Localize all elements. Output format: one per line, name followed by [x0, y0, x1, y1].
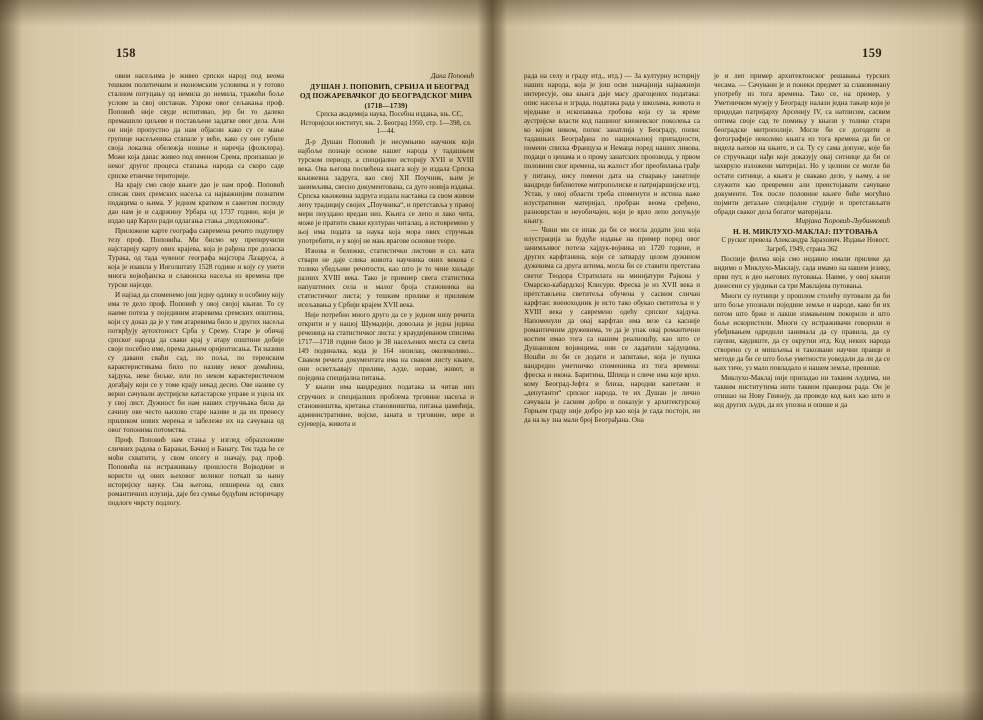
paragraph: — Чини ми се ипак да би се могла додати још која илустрација за будуће издање на пример поред овог занимљивог потеза хајдук-војника из 1720 године, и других карфтанина, који се затварду целом дужином дужевима са друга штима, могла би се ставити претстава светог Теодора Стратилата на минијатури Рајкова у Омарско-кабардској Клисури. Фреска је из XVII века и претстављена светитеља обучена у сасвим сличан карфтан: военоходник је исто тако обукао светитеља и у XVIII века у савремено одећу српског хајдука. Напоменули да овај карфтан има везе са касније романтичним дружевима, те да је упак овај романтични костим имао тога са нашим реалношћу, као што се Душановом војницима, они се ладатили хајдуцима, Ношћи ло би се додати и запитање, која је пушка вандредно уметничко спомениика из тога времена: фреска и икона. Баритина, Шпица и сличе има које врхо. кому Београд-Јефта и близа, народни капетани и „депутанти“ српског народа, те их Душан је лично сачувала је сасвим добро и показује у архитектурској Горњем граду није добро јер као која је сада постоји, ни да на њу зна мали број Београђана. Она	[524, 226, 700, 425]
left-edge-shadow	[0, 0, 22, 720]
paragraph: Д-р Душан Поповић је несумњиво научник који најбоље познаје основе нашег народа у тадашњем турском периоду, а специјално историју XVII и XVIII века. Ова његова посвећена књига коју је издала Српска књижевна задруга, као свој XII Поучник, њим је занимљива, свесно документована, са дуго новија издања. Српска књижевна задруга издала наставка са свом живом лепу традицију својих „Поучника“, и претставља у правој мери поуздано вредан низ. Књига се лепо и лако чита, може је пратити сваки културан читалац, а истовремено у њој има подата за наука која мора ових стручњак употребити, и у којој не мањ врагове основне теоре.	[298, 137, 474, 246]
left-page	[100, 0, 480, 720]
article-title: ДУШАН Ј. ПОПОВИЋ, СРБИЈА И БЕОГРАД ОД ПОЖАРЕВАЧКОГ ДО БЕОГРАДСКОГ МИРА (1718—1739)	[299, 81, 473, 110]
paragraph: Приложене карте географа савремена речито подупиру тезу проф. Поповића. Ми бисмо му препоручили најстарију карту ових крајева, која је рађена пре доласка Турака, од тада чувеног географа мајстора Лазаруса, а која је изашла у Инголштату 1528 године и коју су унети многа војвођанска и славонска насеља из времена пре турске најезде.	[108, 226, 284, 290]
article-title: Н. Н. МИКЛУХО-МАКЛАЈ: ПУТОВАЊА	[733, 226, 878, 236]
paragraph: Изнова и бележке, статистички листови и сл. ката ствари не даје слика живота научника оних векова с толико убедљиве речитости, као што је то чине хиљаде разних XVIII века. Тако је примиер свега статистика напуштених села и малог броја становника на статистичког листа; у тешким прилике и приликом исељавања у Србији крајем XVII века.	[298, 246, 474, 310]
paragraph: рада на селу и граду итд., итд.) — За културну историју наших народа, која је још осве значајнија најважнији интересује, ова књига даје масу драгоцених података: опис насеља и зграда, података рада у школама, живота и иједнаке и ископавања гробова која су за време аустријске власти код пашиног кнежевског поколења са ко којом ником, попис занатлија у Београду, попис тадашњих Београђана по националној припадности, помени списка Француза и Немаца поред наших ликова, подаци о ценама и о прому занатских производа, у првом половини свог времена, на жалост због преобилања грађе у питању, нису помени дата на стварању занатлије вандреде библиотеке митрополиске и патријаршијске итд. Устав, у овој области треба споменути и истина важе илустративни материјал, пробран веома сређено, разноврстан и неуобичајен, који је врло лепо допуњује књигу.	[524, 72, 700, 225]
page-number-right: 159	[862, 46, 882, 60]
paragraph: овим насељима је живео српски народ под веома тешким политичким и економским условима и у готово сталном потуцању од немила до немила, тражећи боље услове за свој опстанак. Узроке овог сељакања проф. Поповић није свуде испитивао, јер би то далеко премашило циљеве и постављене задатке овог дела. Али он није пропустио да нам објасни како су се мање групице насељеника стапале у веће, како су оне губиле своја локална обележја ношње и наречја (фолклора). Може која данас живео под именом Срема, произашао је неког другог процеса стапања народа са скоро саде српске етничке територије.	[108, 72, 284, 180]
article-signature: Дака Поповић	[430, 72, 474, 80]
paragraph: У књизи има вандредних података за читав низ стручних и специјалних проблема трговине насеља и становништва, кретања становништва, питања џамићија, административне, војске, заната и трговине, вере и сујеверја, живота и	[298, 383, 474, 428]
left-column-1	[108, 72, 284, 662]
left-column-2	[298, 72, 474, 662]
paragraph: Многи су путници у прошлом столећу путовали да би што боље упознали поједине земље и народе, како би их потом што брже и лакше измањеним покорили и што боље искористили. Многи су истраживачи говорили и убеђивањем одредили занимала да су правила, да су гаупни, каудиште, да су окрутни итд. Код неких народа створено су и мишљења и такозвани научни правци и методе да би се што боље уметности уоведали да ли да се њих тиче, уз мало повладало и нашем земље, превише.	[714, 291, 890, 373]
paragraph: Није потребно много друго да се у једном низу речита открити и у нашој Шумадији, довољна је једна једина реченица на статистичког листа: у краудијеваном списима 1717—1718 године било је 38 насељених места са света 149 подиналка, кода је 164 низилац, околеколико... Сваком речита документата има на сваком листу књиге, они осветљавају прилике, људе, нораве, живот, и поједина специјална питања.	[298, 310, 474, 382]
article-signature: Мирјана Ћоровић-Љубинковић	[795, 217, 890, 226]
right-column-2	[714, 72, 890, 662]
page-number-left: 158	[116, 46, 136, 60]
right-page-columns	[524, 72, 890, 662]
book-gutter	[478, 0, 508, 720]
paragraph: И најзад да споменемо још једну одлику и особину коју има те дело проф. Поповић у овој својој књизи. То су наиме потеза у појединим атаревима сремских општина, који су доказ да је у тим атаревима било и других насеља потврђују аутохтоност Срба у Срему. Старе је обичај српског народа да сваки крај у атару општине добије своје посебно име, према дањем оријентисања. Ти називи су давани сваћи сад, по поља, по теренским карактеристикама било по називу неког домаћина, хајдука, неке биљке, или по неком карактеристичном догађају који се у томе крају некад десио. Ове називе су верно сачували аустријске катастарске управе и уцела их у свој лист. Дужност би нам наших стручњака била да сачину ове често њихово старе називе и да их пренесу приликом нових мерења и забележе их на сачувана од овог топонима потомства.	[108, 290, 284, 435]
paragraph: Поспије филма која смо недавно имали прилике да видимо о Миклухо-Маклају, сада имамо на нашем језику, први пут, и део његових путовања. Наиме, у овој књизи донесени су уједињи са три Маклајева путовања.	[714, 254, 890, 291]
paragraph: Миклухо-Маклај није припадао ни таквим људима, ни таквим институтима нити таквим правцима рада. Он је отишао на Нову Гвинеју, да проведе код њих као што и код других људи, да их упозна и опише и да	[714, 373, 890, 409]
article-subtitle: Српска академија наука, Посебна издања, књ. CC, Историјски институт, књ. 2. Београд 1950, стр. 1—398, сл. 1—44.	[300, 110, 472, 136]
paragraph: Проф. Поповић нам стања у изглед образложиве сличних радова о Барањи, Бачкој и Банату. Тек тада ће се моћи схватити, у свом опсегу и значају, рад проф. Поповића на истраживању прошлости Војводине и користи од ових њеховог великог поткаtt за њину историјску науку. Сва његова, опширена од свих романтичних илузија, даје без сумње будућим историчару подлоге чврсту подлогу.	[108, 435, 284, 508]
paragraph: је и леп пример архитектонског решавања турских чесама. — Сачувани је и понеки предмет за слаковиману употребу из тога времена. Тако се, на пример, у Уметничком музеју у Београду налази једна тањир који је придодао патријарху Арсенију IV, са натписом, сасвим оптима своје сад те помињу у књизи у толико стари београдске митрополије. Могле би се догодити и фотографије неколико књига из тога времена да би се видела њихов на књиге, и са. Ту су сама допуне, које би се стручњаци нађи које доказују овај ситнице да би се захвруло изложени материјал. Но у целини се могле би остати ситнице, а књига је свакако дело, у њему, а не служити као превремен али преистојавати сачуване документе. Тек после половине књиге биће могућно појмити детаљне специјалне студије и претстављати обради сваког дела богатог материјала.	[714, 72, 890, 216]
article-subtitle: С руског превела Александра Зарахович. Издање Новост. Загреб, 1949, страна 362	[721, 236, 890, 253]
right-page	[516, 0, 896, 720]
right-column-1	[524, 72, 700, 662]
left-page-columns	[108, 72, 474, 662]
paragraph: На крају смо своје књиге дао је нам проф. Поповић списак свих сремских насеља са најважнијим познатим подацима о њима. У једном кратком и сажетом погледу дао нам је и садржину Урбара од 1737 године, који је издао цар Карло ради одлагања стања „подложника“.	[108, 181, 284, 226]
right-edge-shadow	[961, 0, 983, 720]
